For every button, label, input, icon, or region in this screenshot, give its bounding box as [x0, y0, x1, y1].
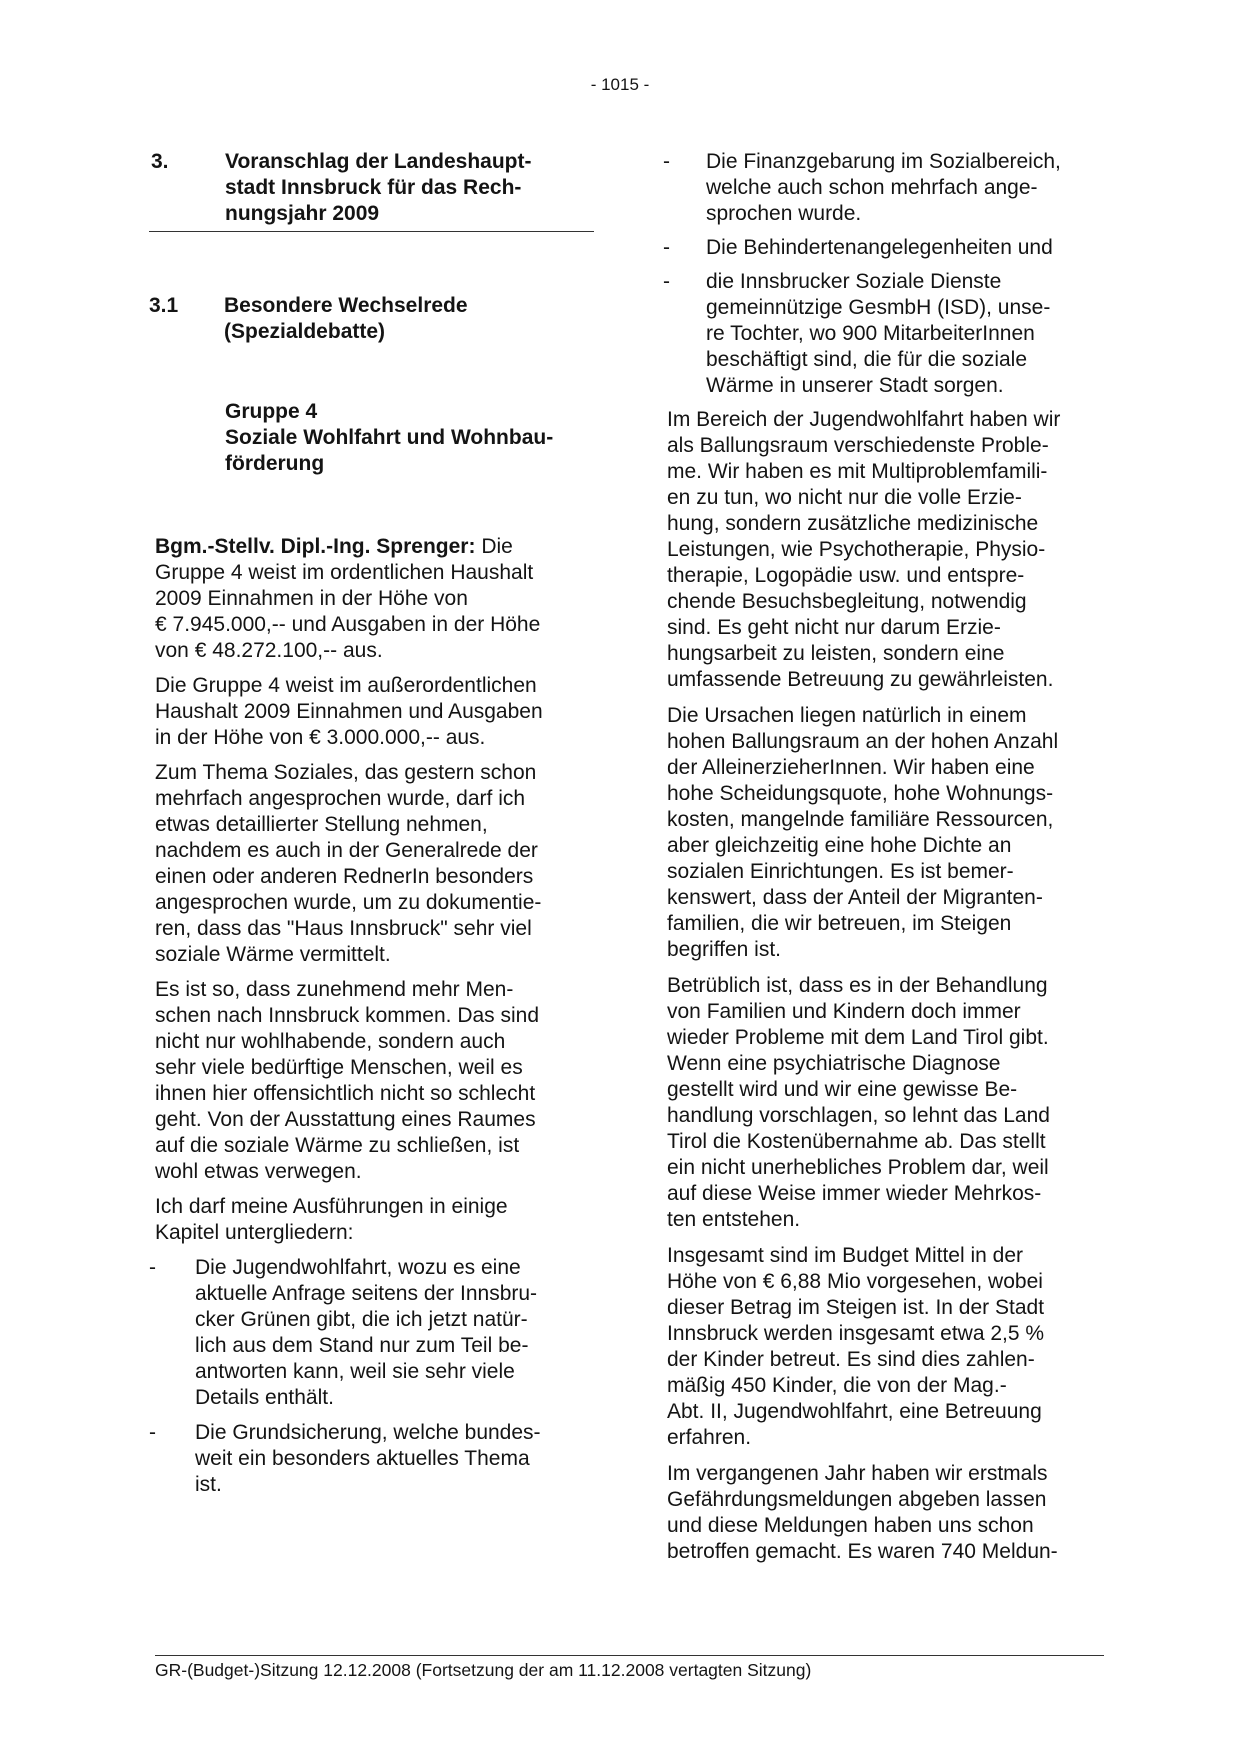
bullet-text	[195, 1255, 594, 1411]
bullet-item	[149, 1420, 594, 1498]
text-line: Kapitel untergliedern:	[155, 1221, 354, 1244]
paragraph	[667, 1461, 1105, 1565]
text-line: Gruppe 4	[225, 400, 318, 423]
text-line: sehr viele bedürftige Menschen, weil es	[155, 1056, 523, 1079]
text-line: lich aus dem Stand nur zum Teil be-	[195, 1334, 529, 1357]
bullet-item	[665, 269, 1105, 399]
footer-divider	[155, 1655, 1104, 1656]
text-line: hung, sondern zusätzliche medizinische	[667, 512, 1039, 535]
paragraph	[667, 407, 1105, 693]
text-line: 2009 Einnahmen in der Höhe von	[155, 587, 468, 610]
paragraph	[155, 534, 594, 664]
text-line: welche auch schon mehrfach ange-	[706, 176, 1038, 199]
text-line: stadt Innsbruck für das Rech-	[225, 176, 522, 199]
bullet-dash: -	[149, 1421, 156, 1444]
bullet-item	[665, 149, 1105, 227]
subsection-heading	[149, 293, 594, 345]
text-line: betroffen gemacht. Es waren 740 Meldun-	[667, 1540, 1058, 1563]
text-line: chende Besuchsbegleitung, notwendig	[667, 590, 1027, 613]
section-title	[149, 149, 594, 232]
text-line: nicht nur wohlhabende, sondern auch	[155, 1030, 506, 1053]
section-title-text	[225, 149, 594, 227]
bullet-dash: -	[663, 270, 670, 293]
text-line: Voranschlag der Landeshaupt-	[225, 150, 532, 173]
text-line: einen oder anderen RednerIn besonders	[155, 865, 534, 888]
section-number: 3.	[151, 150, 169, 173]
text-line: € 7.945.000,-- und Ausgaben in der Höhe	[155, 613, 541, 636]
text-line: begriffen ist.	[667, 938, 782, 961]
text-line: cker Grünen gibt, die ich jetzt natür-	[195, 1308, 528, 1331]
subsection-number: 3.1	[149, 294, 179, 317]
text-line: Die Ursachen liegen natürlich in einem	[667, 704, 1027, 727]
text-line: nachdem es auch in der Generalrede der	[155, 839, 538, 862]
text-line: als Ballungsraum verschiedenste Proble-	[667, 434, 1049, 457]
text-line: in der Höhe von € 3.000.000,-- aus.	[155, 726, 486, 749]
text-line: von € 48.272.100,-- aus.	[155, 639, 383, 662]
text-line: aktuelle Anfrage seitens der Innsbru-	[195, 1282, 538, 1305]
paragraph	[155, 1194, 594, 1246]
text-line: Abt. II, Jugendwohlfahrt, eine Betreuung	[667, 1400, 1042, 1423]
paragraph	[667, 973, 1105, 1233]
text-line: re Tochter, wo 900 MitarbeiterInnen	[706, 322, 1035, 345]
text-line: Innsbruck werden insgesamt etwa 2,5 %	[667, 1322, 1045, 1345]
group-heading	[225, 399, 595, 477]
page-footer: GR-(Budget-)Sitzung 12.12.2008 (Fortsetzung der am 11.12.2008 vertagten Sitzung)	[155, 1660, 812, 1680]
bullet-text	[706, 235, 1105, 261]
text-line: kosten, mangelnde familiäre Ressourcen,	[667, 808, 1054, 831]
bullet-dash: -	[149, 1256, 156, 1279]
text-line: mehrfach angesprochen wurde, darf ich	[155, 787, 526, 810]
text-line: der AlleinerzieherInnen. Wir haben eine	[667, 756, 1035, 779]
text-line: auf diese Weise immer wieder Mehrkos-	[667, 1182, 1042, 1205]
text-line: hungsarbeit zu leisten, sondern eine	[667, 642, 1005, 665]
text-line: Höhe von € 6,88 Mio vorgesehen, wobei	[667, 1270, 1043, 1293]
text-line: dieser Betrag im Steigen ist. In der Stadt	[667, 1296, 1045, 1319]
bullet-item	[665, 235, 1105, 261]
text-line: nungsjahr 2009	[225, 202, 380, 225]
paragraph	[155, 977, 594, 1185]
text-line: von Familien und Kindern doch immer	[667, 1000, 1021, 1023]
text-line: erfahren.	[667, 1426, 752, 1449]
text-line: Wenn eine psychiatrische Diagnose	[667, 1052, 1001, 1075]
paragraph	[667, 703, 1105, 963]
text-line: Details enthält.	[195, 1386, 334, 1409]
text-line: (Spezialdebatte)	[224, 320, 386, 343]
text-line: sind. Es geht nicht nur darum Erzie-	[667, 616, 1001, 639]
text-line: hohen Ballungsraum an der hohen Anzahl	[667, 730, 1059, 753]
text-line: Haushalt 2009 Einnahmen und Ausgaben	[155, 700, 543, 723]
text-line: geht. Von der Ausstattung eines Raumes	[155, 1108, 536, 1131]
text-line: kenswert, dass der Anteil der Migranten-	[667, 886, 1043, 909]
right-column	[665, 149, 1105, 1575]
text-line: familien, die wir betreuen, im Steigen	[667, 912, 1012, 935]
text-line: Soziale Wohlfahrt und Wohnbau-	[225, 426, 554, 449]
text-line: ihnen hier offensichtlich nicht so schlecht	[155, 1082, 536, 1105]
text-line: Leistungen, wie Psychotherapie, Physio-	[667, 538, 1046, 561]
text-line: der Kinder betreut. Es sind dies zahlen-	[667, 1348, 1035, 1371]
text-line: Gruppe 4 weist im ordentlichen Haushalt	[155, 561, 534, 584]
text-line: auf die soziale Wärme zu schließen, ist	[155, 1134, 520, 1157]
text-line: Zum Thema Soziales, das gestern schon	[155, 761, 537, 784]
text-line: ren, dass das "Haus Innsbruck" sehr viel	[155, 917, 532, 940]
text-line: soziale Wärme vermittelt.	[155, 943, 391, 966]
text-line: antworten kann, weil sie sehr viele	[195, 1360, 515, 1383]
text-line: Besondere Wechselrede	[224, 294, 468, 317]
text-line: aber gleichzeitig eine hohe Dichte an	[667, 834, 1012, 857]
text-line: angesprochen wurde, um zu dokumentie-	[155, 891, 542, 914]
text-line: die Innsbrucker Soziale Dienste	[706, 270, 1002, 293]
text-line: Die Finanzgebarung im Sozialbereich,	[706, 150, 1061, 173]
text-line: Insgesamt sind im Budget Mittel in der	[667, 1244, 1023, 1267]
text-line: Es ist so, dass zunehmend mehr Men-	[155, 978, 514, 1001]
text-line: förderung	[225, 452, 325, 475]
text-line: gestellt wird und wir eine gewisse Be-	[667, 1078, 1018, 1101]
text-line: Die Gruppe 4 weist im außerordentlichen	[155, 674, 537, 697]
text-line: schen nach Innsbruck kommen. Das sind	[155, 1004, 540, 1027]
text-line: beschäftigt sind, die für die soziale	[706, 348, 1028, 371]
text-line: Die	[481, 535, 513, 558]
text-line: wieder Probleme mit dem Land Tirol gibt.	[667, 1026, 1049, 1049]
text-line: Die Behindertenangelegenheiten und	[706, 236, 1053, 259]
text-line: und diese Meldungen haben uns schon	[667, 1514, 1034, 1537]
text-line: Wärme in unserer Stadt sorgen.	[706, 374, 1004, 397]
text-line: Ich darf meine Ausführungen in einige	[155, 1195, 508, 1218]
text-line: ten entstehen.	[667, 1208, 801, 1231]
text-line: Im Bereich der Jugendwohlfahrt haben wir	[667, 408, 1061, 431]
text-line: Tirol die Kostenübernahme ab. Das stellt	[667, 1130, 1046, 1153]
subsection-title	[224, 293, 594, 345]
bullet-dash: -	[663, 150, 670, 173]
bullet-dash: -	[663, 236, 670, 259]
bullet-text	[706, 269, 1105, 399]
text-line: Im vergangenen Jahr haben wir erstmals	[667, 1462, 1048, 1485]
text-line: Die Grundsicherung, welche bundes-	[195, 1421, 541, 1444]
paragraph	[155, 673, 594, 751]
text-line: ein nicht unerhebliches Problem dar, weil	[667, 1156, 1049, 1179]
left-column	[149, 149, 594, 1507]
text-line: wohl etwas verwegen.	[155, 1160, 362, 1183]
text-line: etwas detaillierter Stellung nehmen,	[155, 813, 488, 836]
text-line: mäßig 450 Kinder, die von der Mag.-	[667, 1374, 1007, 1397]
page-number: - 1015 -	[590, 75, 650, 94]
speaker-name: Bgm.-Stellv. Dipl.-Ing. Sprenger:	[155, 535, 476, 558]
text-line: sprochen wurde.	[706, 202, 862, 225]
paragraph	[667, 1243, 1105, 1451]
text-line: Gefährdungsmeldungen abgeben lassen	[667, 1488, 1047, 1511]
text-line: en zu tun, wo nicht nur die volle Erzie-	[667, 486, 1022, 509]
text-line: me. Wir haben es mit Multiproblemfamili-	[667, 460, 1048, 483]
text-line: umfassende Betreuung zu gewährleisten.	[667, 668, 1054, 691]
text-line: weit ein besonders aktuelles Thema	[195, 1447, 530, 1470]
bullet-item	[149, 1255, 594, 1411]
text-line: Die Jugendwohlfahrt, wozu es eine	[195, 1256, 521, 1279]
text-line: gemeinnützige GesmbH (ISD), unse-	[706, 296, 1051, 319]
text-line: sozialen Einrichtungen. Es ist bemer-	[667, 860, 1014, 883]
bullet-text	[706, 149, 1105, 227]
text-line: hohe Scheidungsquote, hohe Wohnungs-	[667, 782, 1054, 805]
bullet-text	[195, 1420, 594, 1498]
text-line: ist.	[195, 1473, 222, 1496]
text-line: therapie, Logopädie usw. und entspre-	[667, 564, 1025, 587]
paragraph	[155, 760, 594, 968]
text-line: handlung vorschlagen, so lehnt das Land	[667, 1104, 1050, 1127]
text-line: Betrüblich ist, dass es in der Behandlung	[667, 974, 1048, 997]
